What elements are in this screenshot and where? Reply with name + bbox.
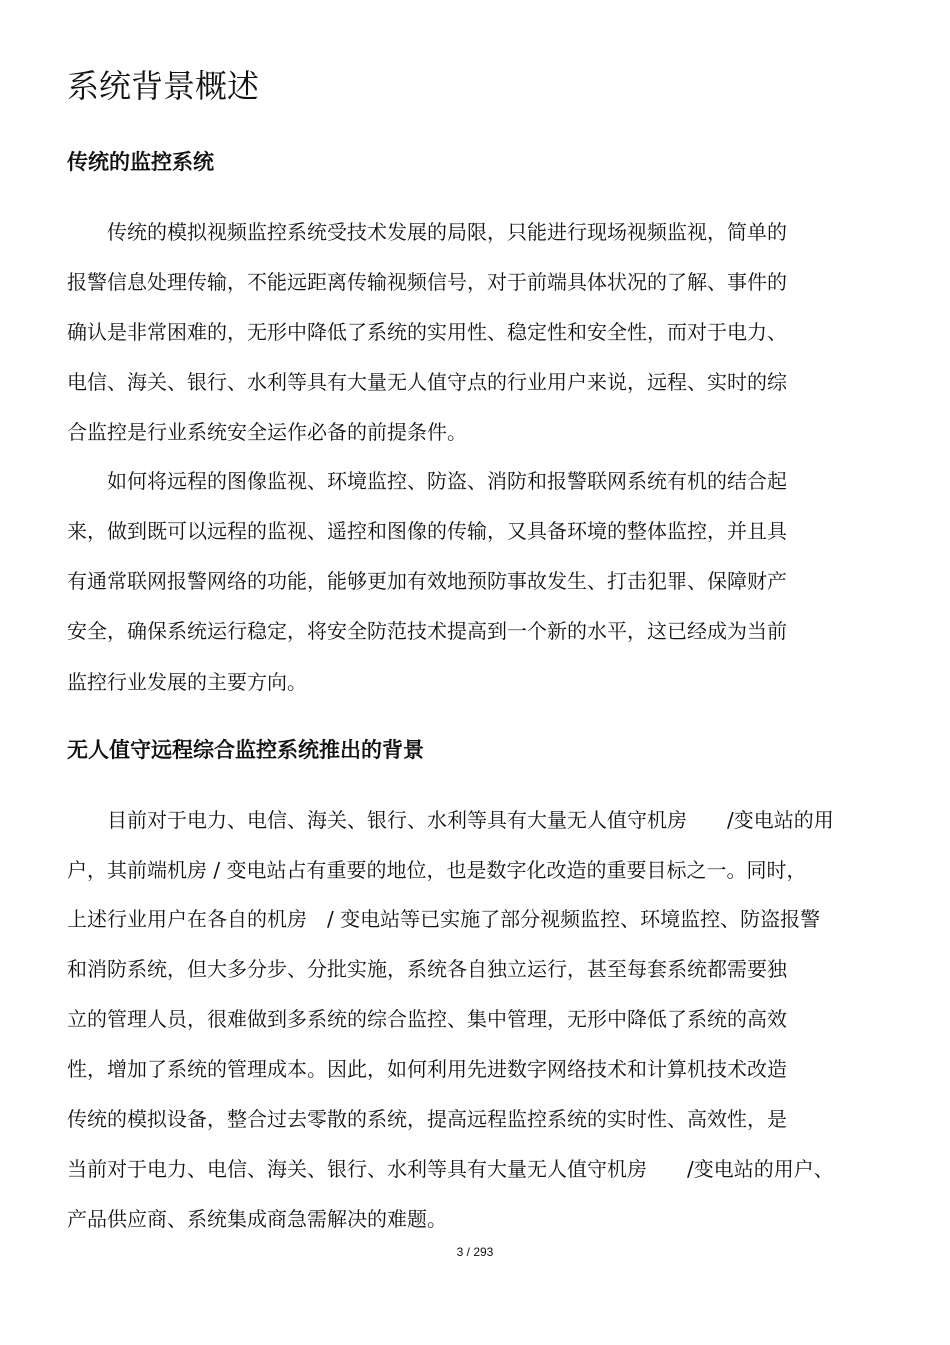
paragraph-line: 当前对于电力、电信、海关、银行、水利等具有大量无人值守机房 /变电站的用户、 [67, 1157, 834, 1181]
paragraph-line: 立的管理人员，很难做到多系统的综合监控、集中管理，无形中降低了系统的高效 [67, 1007, 787, 1031]
paragraph-line: 监控行业发展的主要方向。 [67, 670, 307, 694]
section-heading-traditional-monitoring: 传统的监控系统 [67, 150, 214, 174]
paragraph-line: 电信、海关、银行、水利等具有大量无人值守点的行业用户来说，远程、实时的综 [67, 370, 787, 394]
paragraph-line: 传统的模拟视频监控系统受技术发展的局限，只能进行现场视频监视，简单的 [67, 220, 787, 244]
paragraph-line: 来，做到既可以远程的监视、遥控和图像的传输，又具备环境的整体监控，并且具 [67, 519, 787, 543]
paragraph-line: 如何将远程的图像监视、环境监控、防盗、消防和报警联网系统有机的结合起 [67, 469, 787, 493]
paragraph-line: 目前对于电力、电信、海关、银行、水利等具有大量无人值守机房 /变电站的用 [67, 808, 834, 832]
page-number: 3 / 293 [456, 1245, 494, 1259]
paragraph-line: 合监控是行业系统安全运作必备的前提条件。 [67, 420, 467, 444]
section-heading-unattended-monitoring-background: 无人值守远程综合监控系统推出的背景 [67, 738, 424, 762]
paragraph-line: 确认是非常困难的，无形中降低了系统的实用性、稳定性和安全性，而对于电力、 [67, 320, 787, 344]
paragraph-line: 安全，确保系统运行稳定，将安全防范技术提高到一个新的水平，这已经成为当前 [67, 619, 787, 643]
paragraph-line: 有通常联网报警网络的功能，能够更加有效地预防事故发生、打击犯罪、保障财产 [67, 569, 787, 593]
paragraph-line: 传统的模拟设备，整合过去零散的系统，提高远程监控系统的实时性、高效性，是 [67, 1107, 787, 1131]
paragraph-line: 报警信息处理传输，不能远距离传输视频信号，对于前端具体状况的了解、事件的 [67, 270, 787, 294]
paragraph-line: 性，增加了系统的管理成本。因此，如何利用先进数字网络技术和计算机技术改造 [67, 1057, 787, 1081]
paragraph-line: 和消防系统，但大多分步、分批实施，系统各自独立运行，甚至每套系统都需要独 [67, 957, 787, 981]
paragraph-line: 产品供应商、系统集成商急需解决的难题。 [67, 1207, 447, 1231]
paragraph-line: 户，其前端机房 / 变电站占有重要的地位，也是数字化改造的重要目标之一。同时， [67, 858, 807, 882]
paragraph-line: 上述行业用户在各自的机房 / 变电站等已实施了部分视频监控、环境监控、防盗报警 [67, 907, 821, 931]
page-title: 系统背景概述 [67, 67, 260, 105]
